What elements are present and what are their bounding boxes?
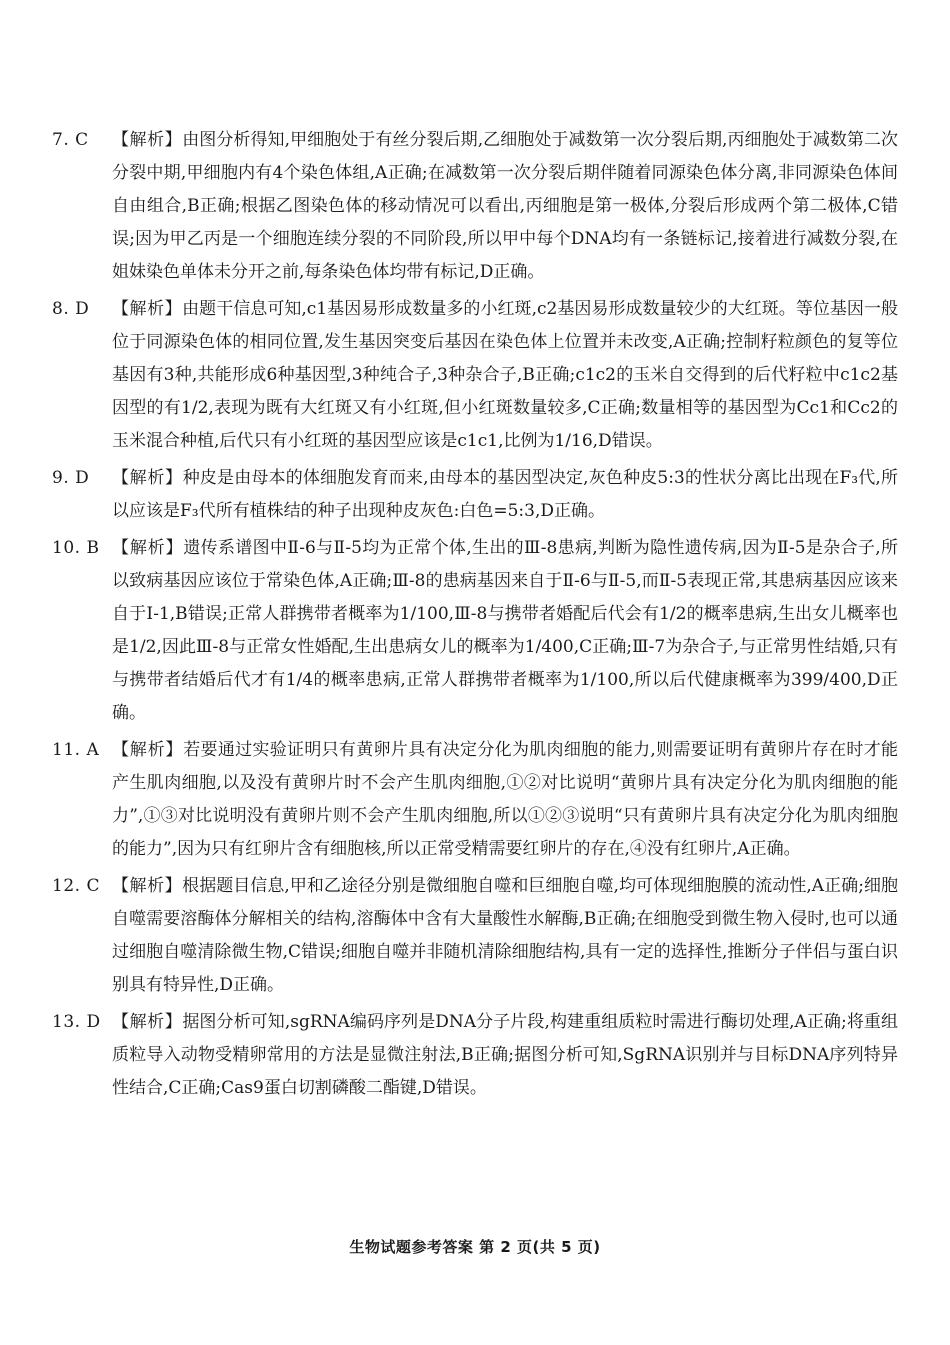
question-number: 7. C <box>52 130 89 150</box>
analysis-text: 由题干信息可知,c1基因易形成数量多的小红斑,c2基因易形成数量较少的大红斑。等位基因一般位于同源染色体的相同位置,发生基因突变后基因在染色体上位置并未改变,A正确;控制籽粒颜色的复等位基因有3种,共能形成6种基因型,3种纯合子,3种杂合子,B正确;c1c2的玉米自交得到的后代籽粒中c1c2基因型的有1/2,表现为既有大红斑又有小红斑,但小红斑数量较多,C正确;数量相等的基因型为Cc1和Cc2的玉米混合种植,后代只有小红斑的基因型应该是c1c1,比例为1/16,D错误。 <box>112 299 898 451</box>
analysis-text: 种皮是由母本的体细胞发育而来,由母本的基因型决定,灰色种皮5:3的性状分离比出现在F₃代,所以应该是F₃代所有植株结的种子出现种皮灰色:白色=5:3,D正确。 <box>112 468 899 521</box>
answer-item <box>52 293 898 458</box>
analysis-text: 据图分析可知,sgRNA编码序列是DNA分子片段,构建重组质粒时需进行酶切处理,A正确;将重组质粒导入动物受精卵常用的方法是显微注射法,B正确;据图分析可知,SgRNA识别并与目标DNA序列特异性结合,C正确;Cas9蛋白切割磷酸二酯键,D错误。 <box>112 1012 898 1098</box>
answer-body <box>112 532 898 730</box>
answer-item <box>52 532 898 730</box>
question-number: 10. B <box>52 538 100 558</box>
answer-body <box>112 870 898 1002</box>
answer-body <box>112 1006 898 1105</box>
analysis-tag: 【解析】 <box>112 468 183 488</box>
analysis-tag: 【解析】 <box>112 299 183 319</box>
analysis-tag: 【解析】 <box>112 130 183 150</box>
answer-body <box>112 734 898 866</box>
answer-item <box>52 124 898 289</box>
analysis-text: 根据题目信息,甲和乙途径分别是微细胞自噬和巨细胞自噬,均可体现细胞膜的流动性,A正确;细胞自噬需要溶酶体分解相关的结构,溶酶体中含有大量酸性水解酶,B正确;在细胞受到微生物入侵时,也可以通过细胞自噬清除微生物,C错误;细胞自噬并非随机清除细胞结构,具有一定的选择性,推断分子伴侣与蛋白识别具有特异性,D正确。 <box>112 876 898 995</box>
answer-item <box>52 734 898 866</box>
analysis-text: 遗传系谱图中Ⅱ-6与Ⅱ-5均为正常个体,生出的Ⅲ-8患病,判断为隐性遗传病,因为Ⅱ-5是杂合子,所以致病基因应该位于常染色体,A正确;Ⅲ-8的患病基因来自于Ⅱ-6与Ⅱ-5,而Ⅱ-5表现正常,其患病基因应该来自于Ⅰ-1,B错误;正常人群携带者概率为1/100,Ⅲ-8与携带者婚配后代会有1/2的概率患病,生出女儿概率也是1/2,因此Ⅲ-8与正常女性婚配,生出患病女儿的概率为1/400,C正确;Ⅲ-7为杂合子,与正常男性结婚,只有与携带者结婚后代才有1/4的概率患病,正常人群携带者概率为1/100,所以后代健康概率为399/400,D正确。 <box>112 538 898 723</box>
analysis-tag: 【解析】 <box>112 538 184 558</box>
analysis-tag: 【解析】 <box>112 1012 183 1032</box>
analysis-text: 由图分析得知,甲细胞处于有丝分裂后期,乙细胞处于减数第一次分裂后期,丙细胞处于减数第二次分裂中期,甲细胞内有4个染色体组,A正确;在减数第一次分裂后期伴随着同源染色体分离,非同源染色体间自由组合,B正确;根据乙图染色体的移动情况可以看出,丙细胞是第一极体,分裂后形成两个第二极体,C错误;因为甲乙丙是一个细胞连续分裂的不同阶段,所以甲中每个DNA均有一条链标记,接着进行减数分裂,在姐妹染色单体未分开之前,每条染色体均带有标记,D正确。 <box>112 130 899 282</box>
answer-item <box>52 1006 898 1105</box>
answer-body <box>112 293 898 458</box>
question-number: 9. D <box>52 468 90 488</box>
answer-body <box>112 462 898 528</box>
answer-item <box>52 870 898 1002</box>
page-footer: 生物试题参考答案 第 2 页(共 5 页) <box>349 1238 601 1256</box>
analysis-tag: 【解析】 <box>112 876 183 896</box>
question-number: 8. D <box>52 299 90 319</box>
question-number: 13. D <box>52 1012 101 1032</box>
answer-list <box>52 124 898 1109</box>
question-number: 11. A <box>52 740 100 760</box>
answer-item <box>52 462 898 528</box>
analysis-text: 若要通过实验证明只有黄卵片具有决定分化为肌肉细胞的能力,则需要证明有黄卵片存在时才能产生肌肉细胞,以及没有黄卵片时不会产生肌肉细胞,①②对比说明“黄卵片具有决定分化为肌肉细胞的能力”,①③对比说明没有黄卵片则不会产生肌肉细胞,所以①②③说明“只有黄卵片具有决定分化为肌肉细胞的能力”,因为只有红卵片含有细胞核,所以正常受精需要红卵片的存在,④没有红卵片,A正确。 <box>112 740 899 859</box>
question-number: 12. C <box>52 876 100 896</box>
analysis-tag: 【解析】 <box>112 740 184 760</box>
answer-body <box>112 124 898 289</box>
